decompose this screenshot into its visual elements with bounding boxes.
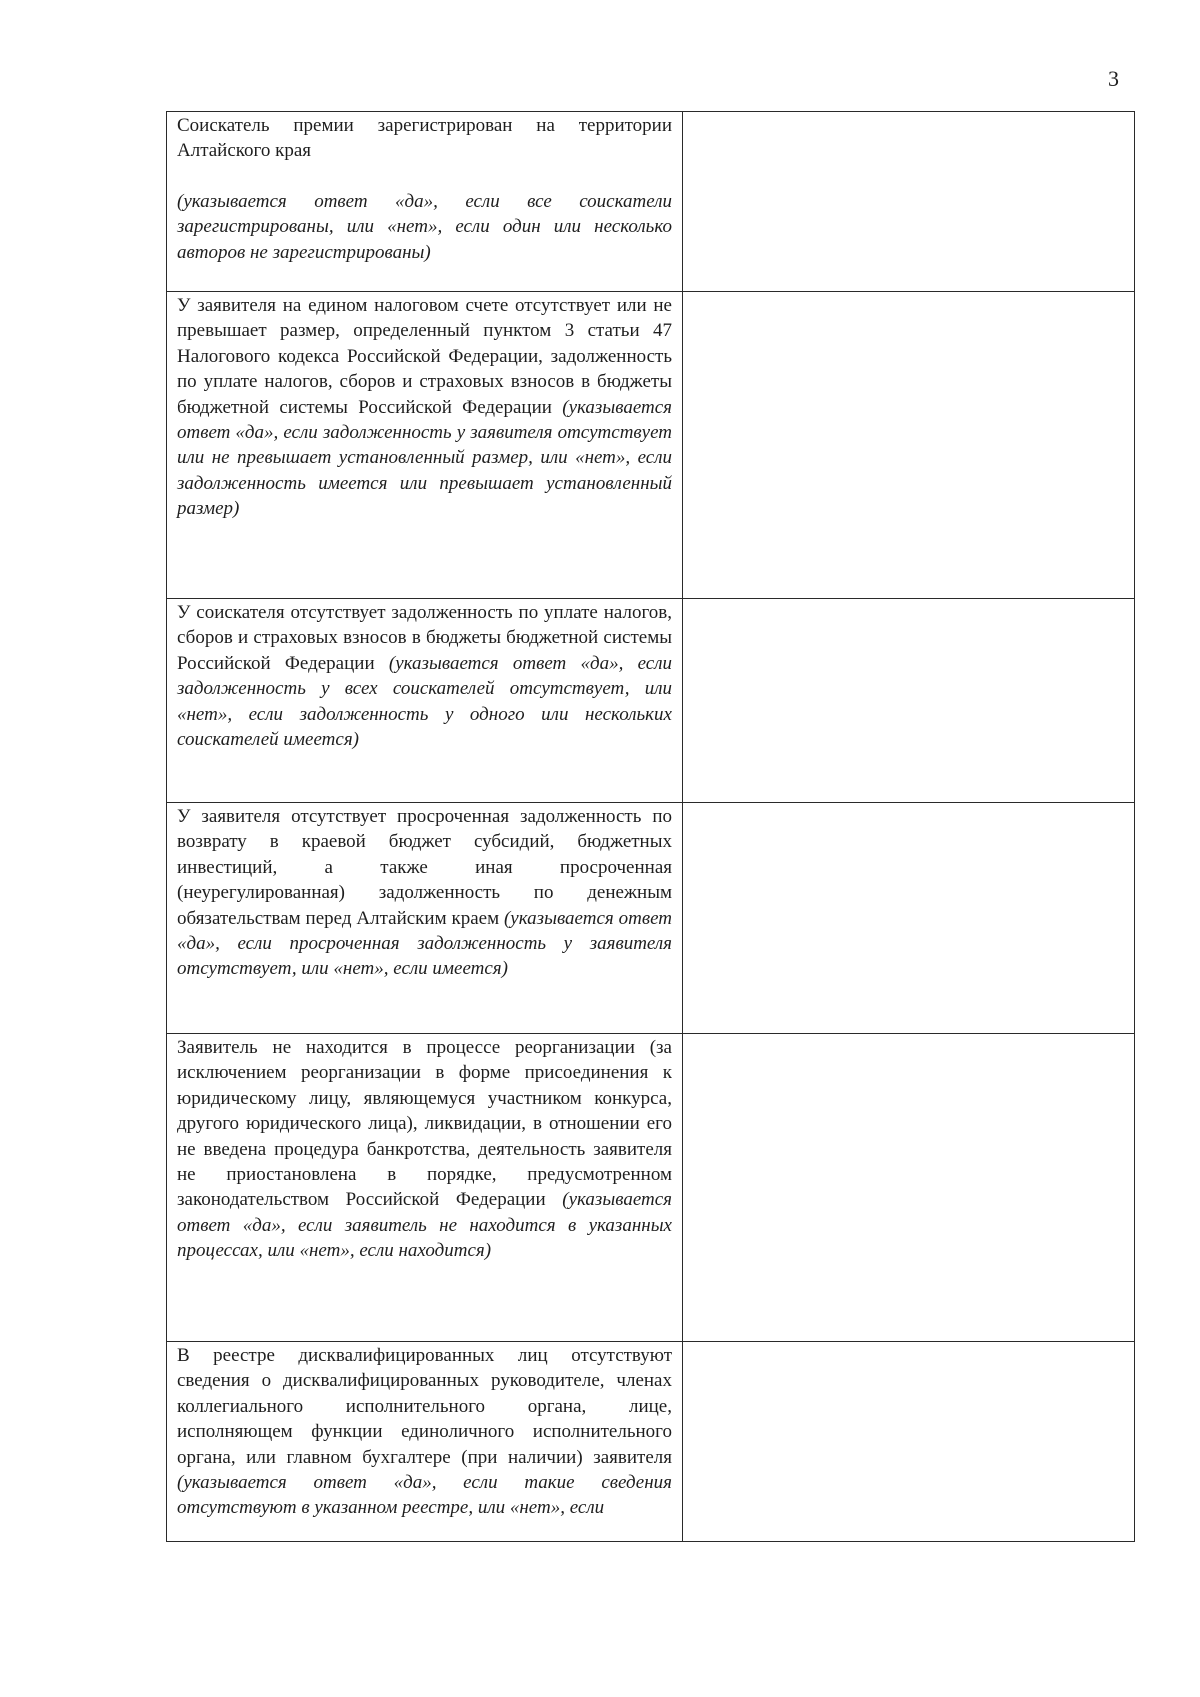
table-row [167, 112, 1135, 292]
criteria-table [166, 111, 1135, 1542]
answer-cell[interactable] [683, 292, 1135, 599]
answer-cell[interactable] [683, 599, 1135, 803]
table-row [167, 1034, 1135, 1342]
criterion-cell [167, 1034, 683, 1342]
criterion-note: (указывается ответ «да», если просроченная задолженность у заявителя отсутствует, или «нет», если имеется) [177, 907, 672, 980]
criterion-note: (указывается ответ «да», если все соискатели зарегистрированы, или «нет», если один или несколько авторов не зарегистрированы) [177, 190, 672, 263]
criterion-cell [167, 1342, 683, 1542]
criterion-note: (указывается ответ «да», если заявитель не находится в указанных процессах, или «нет», если находится) [177, 1189, 672, 1262]
criterion-note: (указывается ответ «да», если задолженность у всех соискателей отсутствует, или «нет», если задолженность у одного или нескольких соискателей имеется) [177, 652, 672, 751]
criterion-text: Заявитель не находится в процессе реорганизации (за исключением реорганизации в форме присоединения к юридическому лицу, являющемуся участником конкурса, другого юридического лица), ликвидации, в отношении его не введена процедура банкротства, деятельность заявителя не приостановлена в порядке, предусмотренном законодательством Российской Федерации [177, 1037, 672, 1211]
criterion-text: У заявителя на едином налоговом счете отсутствует или не превышает размер, определенный пунктом 3 статьи 47 Налогового кодекса Российской Федерации, задолженность по уплате налогов, сборов и страховых взносов в бюджеты бюджетной системы Российской Федерации [177, 295, 672, 418]
answer-cell[interactable] [683, 112, 1135, 292]
criterion-cell [167, 599, 683, 803]
page-number: 3 [1108, 66, 1119, 91]
table-row [167, 292, 1135, 599]
criterion-text: Соискатель премии зарегистрирован на территории Алтайского края [177, 115, 672, 162]
answer-cell[interactable] [683, 803, 1135, 1034]
criterion-note: (указывается ответ «да», если задолженность у заявителя отсутствует или не превышает установленный размер, или «нет», если задолженность имеется или превышает установленный размер) [177, 396, 672, 520]
criterion-text: У соискателя отсутствует задолженность по уплате налогов, сборов и страховых взносов в бюджеты бюджетной системы Российской Федерации [177, 602, 672, 674]
answer-cell[interactable] [683, 1034, 1135, 1342]
answer-cell[interactable] [683, 1342, 1135, 1542]
criterion-text: У заявителя отсутствует просроченная задолженность по возврату в краевой бюджет субсидий, бюджетных инвестиций, а также иная просроченная (неурегулированная) задолженность по денежным обязательствам перед Алтайским краем [177, 806, 672, 929]
criterion-cell [167, 803, 683, 1034]
table-row [167, 1342, 1135, 1542]
criterion-cell [167, 112, 683, 292]
table-row [167, 599, 1135, 803]
table-row [167, 803, 1135, 1034]
criterion-cell [167, 292, 683, 599]
criterion-note: (указывается ответ «да», если такие сведения отсутствуют в указанном реестре, или «нет», если [177, 1472, 672, 1519]
criterion-text: В реестре дисквалифицированных лиц отсутствуют сведения о дисквалифицированных руководителе, членах коллегиального исполнительного органа, лице, исполняющем функции единоличного исполнительного органа, или главном бухгалтере (при наличии) заявителя [177, 1345, 672, 1468]
